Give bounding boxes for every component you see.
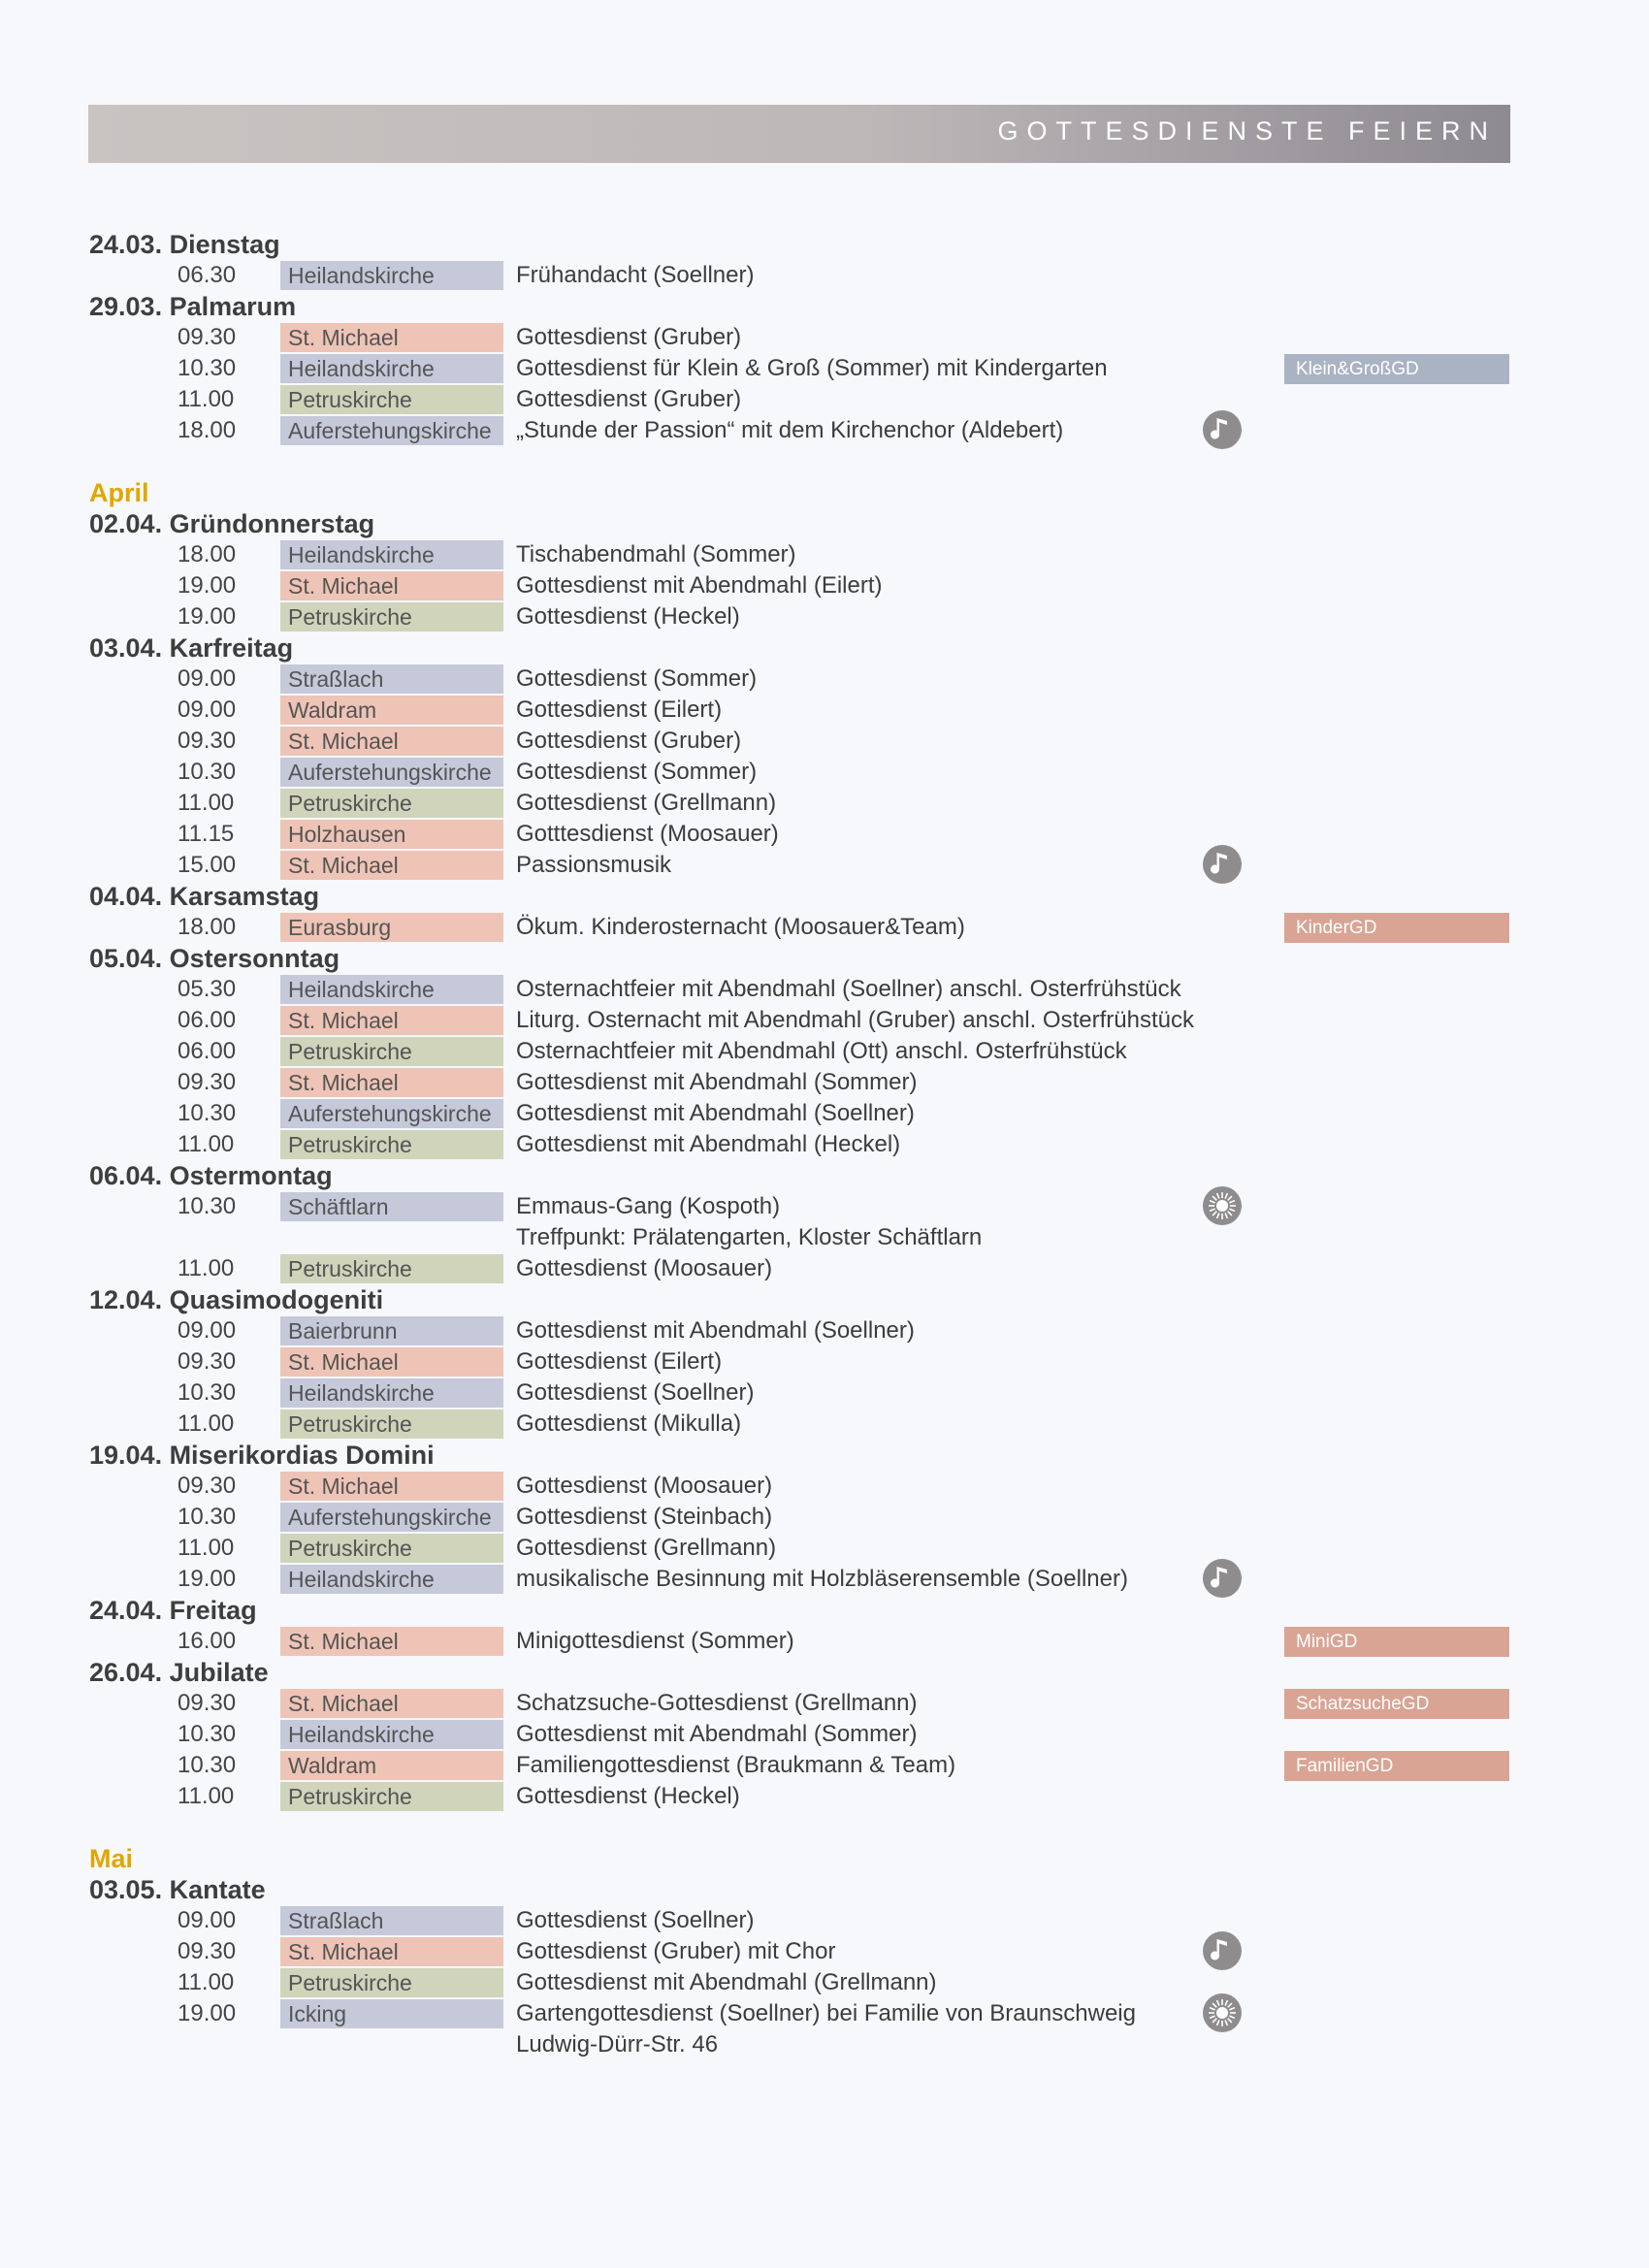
- service-type-badge: FamilienGD: [1284, 1751, 1509, 1781]
- service-type-badge: Klein&GroßGD: [1284, 354, 1509, 384]
- service-time: 06.00: [178, 1007, 237, 1033]
- service-location: Heilandskirche: [280, 1565, 503, 1594]
- service-description: Gottesdienst (Gruber): [516, 324, 742, 350]
- service-description: Passionsmusik: [516, 852, 672, 878]
- service-row: [0, 850, 1649, 881]
- service-row: [0, 1750, 1649, 1781]
- service-description: Gottesdienst (Heckel): [516, 1783, 740, 1809]
- service-row: [0, 1936, 1649, 1967]
- service-description: Gartengottesdienst (Soellner) bei Familie von Braunschweig: [516, 2000, 1136, 2026]
- music-note-icon: [1203, 1559, 1242, 1598]
- service-row: [0, 601, 1649, 632]
- service-location: Petruskirche: [280, 1968, 503, 1997]
- service-row: [0, 1998, 1649, 2029]
- service-description: Gottesdienst (Gruber): [516, 728, 742, 754]
- service-row: [0, 1346, 1649, 1377]
- day-heading: 05.04. Ostersonntag: [89, 944, 340, 973]
- service-row: [0, 1626, 1649, 1657]
- music-note-icon: [1203, 1931, 1242, 1970]
- service-location: Schäftlarn: [280, 1192, 503, 1221]
- service-description: Gotttesdienst (Moosauer): [516, 821, 779, 847]
- service-location: Petruskirche: [280, 789, 503, 818]
- service-row: [0, 788, 1649, 819]
- service-time: 10.30: [178, 1752, 237, 1778]
- service-time: 10.30: [178, 1100, 237, 1126]
- day-heading: 24.03. Dienstag: [89, 230, 280, 259]
- service-time: 10.30: [178, 759, 237, 785]
- day-heading: 02.04. Gründonnerstag: [89, 509, 375, 538]
- service-time: 11.00: [178, 1783, 235, 1809]
- service-row: [0, 912, 1649, 943]
- service-row: [0, 1315, 1649, 1346]
- service-time: 10.30: [178, 1721, 237, 1747]
- service-description: Gottesdienst (Mikulla): [516, 1410, 742, 1437]
- service-type-badge: SchatzsucheGD: [1284, 1689, 1509, 1719]
- service-description: Gottesdienst mit Abendmahl (Eilert): [516, 572, 883, 599]
- service-time: 11.00: [178, 1410, 235, 1437]
- service-location: St. Michael: [280, 1347, 503, 1377]
- service-description: Gottesdienst (Sommer): [516, 759, 758, 785]
- service-row: [0, 974, 1649, 1005]
- service-location: Waldram: [280, 696, 503, 725]
- service-time: 11.00: [178, 1969, 235, 1995]
- service-location: St. Michael: [280, 1068, 503, 1097]
- service-location: Heilandskirche: [280, 1378, 503, 1408]
- service-location: St. Michael: [280, 851, 503, 880]
- service-row: [0, 1098, 1649, 1129]
- service-time: 11.00: [178, 1255, 235, 1281]
- service-row: [0, 1129, 1649, 1160]
- service-location: Petruskirche: [280, 1037, 503, 1066]
- music-note-icon: [1203, 410, 1242, 449]
- service-description: Tischabendmahl (Sommer): [516, 541, 796, 567]
- service-row: [0, 726, 1649, 757]
- service-row: [0, 1036, 1649, 1067]
- day-heading: 19.04. Miserikordias Domini: [89, 1441, 435, 1470]
- service-row: [0, 570, 1649, 601]
- service-time: 10.30: [178, 1379, 237, 1406]
- service-row: [0, 1005, 1649, 1036]
- service-location: Heilandskirche: [280, 1720, 503, 1749]
- service-location: Heilandskirche: [280, 540, 503, 569]
- service-description: Gottesdienst (Grellmann): [516, 790, 777, 816]
- service-time: 09.00: [178, 1317, 237, 1344]
- service-description: Gottesdienst für Klein & Groß (Sommer) mit Kindergarten: [516, 355, 1108, 381]
- service-location: Petruskirche: [280, 385, 503, 414]
- service-time: 09.00: [178, 1907, 237, 1933]
- service-time: 10.30: [178, 355, 237, 381]
- service-description: Schatzsuche-Gottesdienst (Grellmann): [516, 1690, 918, 1716]
- day-heading: 24.04. Freitag: [89, 1596, 257, 1625]
- music-note-icon: [1203, 845, 1242, 884]
- service-description: Gottesdienst (Eilert): [516, 1348, 723, 1375]
- service-time: 06.00: [178, 1038, 237, 1064]
- service-location: Holzhausen: [280, 820, 503, 849]
- service-location: St. Michael: [280, 727, 503, 756]
- service-note: Ludwig-Dürr-Str. 46: [516, 2031, 719, 2057]
- page-title: GOTTESDIENSTE FEIERN: [997, 116, 1497, 146]
- service-note-row: [0, 1222, 1649, 1253]
- service-time: 10.30: [178, 1193, 237, 1219]
- day-heading: 03.04. Karfreitag: [89, 633, 294, 663]
- service-time: 11.00: [178, 790, 235, 816]
- service-location: St. Michael: [280, 1627, 503, 1656]
- service-location: Auferstehungskirche: [280, 1099, 503, 1128]
- day-heading: 03.05. Kantate: [89, 1875, 266, 1904]
- service-location: Petruskirche: [280, 602, 503, 632]
- service-row: [0, 1377, 1649, 1409]
- service-location: Straßlach: [280, 1906, 503, 1935]
- sun-icon: [1203, 1993, 1242, 2032]
- service-row: [0, 322, 1649, 353]
- service-row: [0, 1564, 1649, 1595]
- service-row: [0, 260, 1649, 291]
- service-row: [0, 1719, 1649, 1750]
- service-time: 18.00: [178, 914, 237, 940]
- service-description: Gottesdienst (Soellner): [516, 1379, 755, 1406]
- service-row: [0, 664, 1649, 695]
- service-row: [0, 1502, 1649, 1533]
- service-time: 18.00: [178, 417, 237, 443]
- service-row: [0, 1253, 1649, 1284]
- service-time: 09.00: [178, 697, 237, 723]
- service-location: Petruskirche: [280, 1409, 503, 1439]
- service-description: Gottesdienst (Eilert): [516, 697, 723, 723]
- service-row: [0, 1409, 1649, 1440]
- month-heading: Mai: [89, 1844, 134, 1873]
- service-time: 18.00: [178, 541, 237, 567]
- service-description: „Stunde der Passion“ mit dem Kirchenchor (Aldebert): [516, 417, 1064, 443]
- service-description: Gottesdienst mit Abendmahl (Soellner): [516, 1317, 915, 1344]
- service-type-badge: KinderGD: [1284, 913, 1509, 943]
- service-row: [0, 384, 1649, 415]
- service-time: 11.00: [178, 1535, 235, 1561]
- service-description: musikalische Besinnung mit Holzbläserensemble (Soellner): [516, 1566, 1128, 1592]
- service-row: [0, 1781, 1649, 1812]
- sun-icon: [1203, 1186, 1242, 1225]
- service-row: [0, 695, 1649, 726]
- service-row: [0, 1471, 1649, 1502]
- service-description: Gottesdienst mit Abendmahl (Grellmann): [516, 1969, 937, 1995]
- service-time: 10.30: [178, 1504, 237, 1530]
- service-row: [0, 1967, 1649, 1998]
- service-description: Gottesdienst (Gruber): [516, 386, 742, 412]
- service-location: St. Michael: [280, 323, 503, 352]
- service-time: 19.00: [178, 603, 237, 630]
- service-row: [0, 415, 1649, 446]
- service-time: 09.30: [178, 1473, 237, 1499]
- service-row: [0, 819, 1649, 850]
- service-location: Petruskirche: [280, 1534, 503, 1563]
- month-heading: April: [89, 478, 149, 507]
- service-location: Straßlach: [280, 664, 503, 694]
- service-location: Petruskirche: [280, 1254, 503, 1283]
- service-time: 16.00: [178, 1628, 237, 1654]
- service-location: St. Michael: [280, 571, 503, 600]
- service-location: Icking: [280, 1999, 503, 2028]
- schedule-list: [0, 229, 1649, 2060]
- service-row: [0, 1688, 1649, 1719]
- service-location: Auferstehungskirche: [280, 758, 503, 787]
- service-time: 15.00: [178, 852, 237, 878]
- service-description: Gottesdienst mit Abendmahl (Sommer): [516, 1069, 918, 1095]
- service-description: Gottesdienst (Soellner): [516, 1907, 755, 1933]
- day-heading: 12.04. Quasimodogeniti: [89, 1285, 384, 1314]
- service-description: Gottesdienst (Moosauer): [516, 1473, 773, 1499]
- service-description: Gottesdienst (Heckel): [516, 603, 740, 630]
- service-location: St. Michael: [280, 1006, 503, 1035]
- day-heading: 04.04. Karsamstag: [89, 882, 320, 911]
- service-time: 09.30: [178, 728, 237, 754]
- header-bar: [88, 105, 1510, 163]
- service-time: 09.30: [178, 1690, 237, 1716]
- service-description: Minigottesdienst (Sommer): [516, 1628, 794, 1654]
- service-description: Gottesdienst mit Abendmahl (Soellner): [516, 1100, 915, 1126]
- service-row: [0, 1191, 1649, 1222]
- service-row: [0, 1905, 1649, 1936]
- service-location: Waldram: [280, 1751, 503, 1780]
- service-location: St. Michael: [280, 1472, 503, 1501]
- service-row: [0, 353, 1649, 384]
- service-location: Eurasburg: [280, 913, 503, 942]
- service-description: Gottesdienst (Steinbach): [516, 1504, 773, 1530]
- service-note-row: [0, 2029, 1649, 2060]
- service-time: 11.15: [178, 821, 235, 847]
- service-row: [0, 539, 1649, 570]
- service-time: 19.00: [178, 572, 237, 599]
- service-time: 09.30: [178, 1938, 237, 1964]
- service-description: Familiengottesdienst (Braukmann & Team): [516, 1752, 956, 1778]
- service-time: 06.30: [178, 262, 237, 288]
- service-time: 11.00: [178, 386, 235, 412]
- service-location: St. Michael: [280, 1689, 503, 1718]
- service-location: Auferstehungskirche: [280, 1503, 503, 1532]
- service-time: 09.30: [178, 324, 237, 350]
- service-description: Frühandacht (Soellner): [516, 262, 755, 288]
- day-heading: 06.04. Ostermontag: [89, 1161, 333, 1190]
- service-location: Heilandskirche: [280, 261, 503, 290]
- service-time: 05.30: [178, 976, 237, 1002]
- service-description: Ökum. Kinderosternacht (Moosauer&Team): [516, 914, 965, 940]
- service-time: 11.00: [178, 1131, 235, 1157]
- service-time: 19.00: [178, 1566, 237, 1592]
- service-time: 09.30: [178, 1348, 237, 1375]
- service-description: Gottesdienst (Gruber) mit Chor: [516, 1938, 836, 1964]
- service-time: 09.00: [178, 665, 237, 692]
- service-description: Emmaus-Gang (Kospoth): [516, 1193, 781, 1219]
- service-location: Heilandskirche: [280, 354, 503, 383]
- service-type-badge: MiniGD: [1284, 1627, 1509, 1657]
- service-note: Treffpunkt: Prälatengarten, Kloster Schäftlarn: [516, 1224, 983, 1250]
- service-description: Gottesdienst (Moosauer): [516, 1255, 773, 1281]
- service-description: Gottesdienst (Sommer): [516, 665, 758, 692]
- service-location: Baierbrunn: [280, 1316, 503, 1345]
- service-location: Petruskirche: [280, 1130, 503, 1159]
- service-description: Gottesdienst mit Abendmahl (Heckel): [516, 1131, 901, 1157]
- service-description: Osternachtfeier mit Abendmahl (Ott) anschl. Osterfrühstück: [516, 1038, 1127, 1064]
- service-description: Liturg. Osternacht mit Abendmahl (Gruber) anschl. Osterfrühstück: [516, 1007, 1194, 1033]
- service-time: 09.30: [178, 1069, 237, 1095]
- service-row: [0, 1533, 1649, 1564]
- service-row: [0, 757, 1649, 788]
- service-description: Gottesdienst (Grellmann): [516, 1535, 777, 1561]
- day-heading: 26.04. Jubilate: [89, 1658, 269, 1687]
- service-location: St. Michael: [280, 1937, 503, 1966]
- service-description: Osternachtfeier mit Abendmahl (Soellner) anschl. Osterfrühstück: [516, 976, 1181, 1002]
- service-location: Auferstehungskirche: [280, 416, 503, 445]
- service-time: 19.00: [178, 2000, 237, 2026]
- service-location: Petruskirche: [280, 1782, 503, 1811]
- service-description: Gottesdienst mit Abendmahl (Sommer): [516, 1721, 918, 1747]
- service-location: Heilandskirche: [280, 975, 503, 1004]
- service-row: [0, 1067, 1649, 1098]
- day-heading: 29.03. Palmarum: [89, 292, 297, 321]
